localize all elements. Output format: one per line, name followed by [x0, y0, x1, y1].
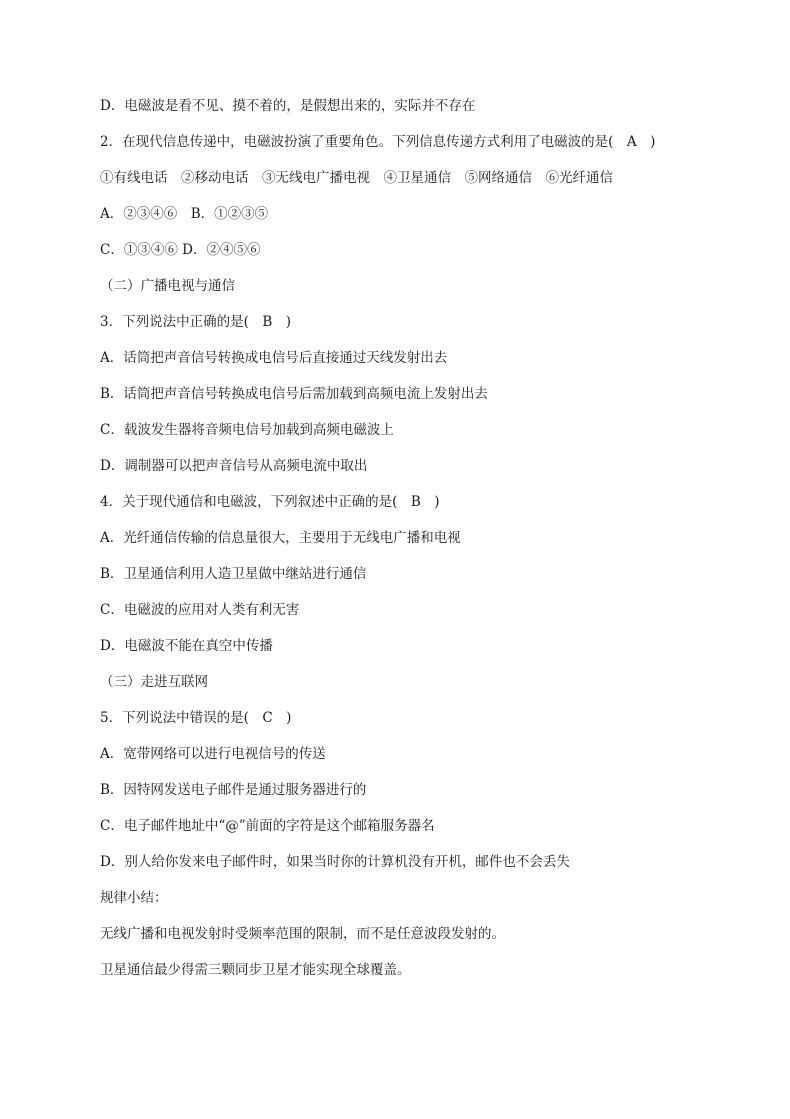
question-5: 5．下列说法中错误的是( C ) — [100, 710, 292, 726]
option-d-q1: D．电磁波是看不见、摸不着的，是假想出来的，实际并不存在 — [100, 98, 476, 114]
question-2-items: ①有线电话 ②移动电话 ③无线电广播电视 ④卫星通信 ⑤网络通信 ⑥光纤通信 — [100, 170, 613, 186]
question-5-option-b: B．因特网发送电子邮件是通过服务器进行的 — [100, 782, 367, 798]
question-3: 3．下列说法中正确的是( B ) — [100, 314, 292, 330]
summary-line-2: 卫星通信最少得需三颗同步卫星才能实现全球覆盖。 — [100, 962, 411, 978]
question-5-option-a: A．宽带网络可以进行电视信号的传送 — [100, 746, 326, 762]
question-5-option-c: C．电子邮件地址中“@”前面的字符是这个邮箱服务器名 — [100, 818, 435, 834]
question-4-option-c: C．电磁波的应用对人类有利无害 — [100, 602, 300, 618]
question-4-option-b: B．卫星通信利用人造卫星做中继站进行通信 — [100, 566, 367, 582]
question-4-option-a: A．光纤通信传输的信息量很大，主要用于无线电广播和电视 — [100, 530, 461, 546]
question-3-option-d: D．调制器可以把声音信号从高频电流中取出 — [100, 458, 368, 474]
question-2-options-ab: A．②③④⑥ B．①②③⑤ — [100, 206, 269, 222]
question-3-option-c: C．载波发生器将音频电信号加载到高频电磁波上 — [100, 422, 394, 438]
section-heading-2: （二）广播电视与通信 — [100, 278, 235, 294]
question-4-option-d: D．电磁波不能在真空中传播 — [100, 638, 273, 654]
question-5-option-d: D．别人给你发来电子邮件时，如果当时你的计算机没有开机，邮件也不会丢失 — [100, 854, 570, 870]
question-2: 2．在现代信息传递中，电磁波扮演了重要角色。下列信息传递方式利用了电磁波的是( A ) — [100, 134, 656, 150]
document-page — [100, 96, 720, 996]
question-2-options-cd: C．①③④⑥ D．②④⑤⑥ — [100, 242, 261, 258]
question-3-option-b: B．话筒把声音信号转换成电信号后需加载到高频电流上发射出去 — [100, 386, 488, 402]
summary-line-1: 无线广播和电视发射时受频率范围的限制，而不是任意波段发射的。 — [100, 926, 505, 942]
question-4: 4．关于现代通信和电磁波，下列叙述中正确的是( B ) — [100, 494, 440, 510]
question-3-option-a: A．话筒把声音信号转换成电信号后直接通过天线发射出去 — [100, 350, 448, 366]
section-heading-3: （三）走进互联网 — [100, 674, 208, 690]
summary-heading: 规律小结： — [100, 890, 168, 906]
